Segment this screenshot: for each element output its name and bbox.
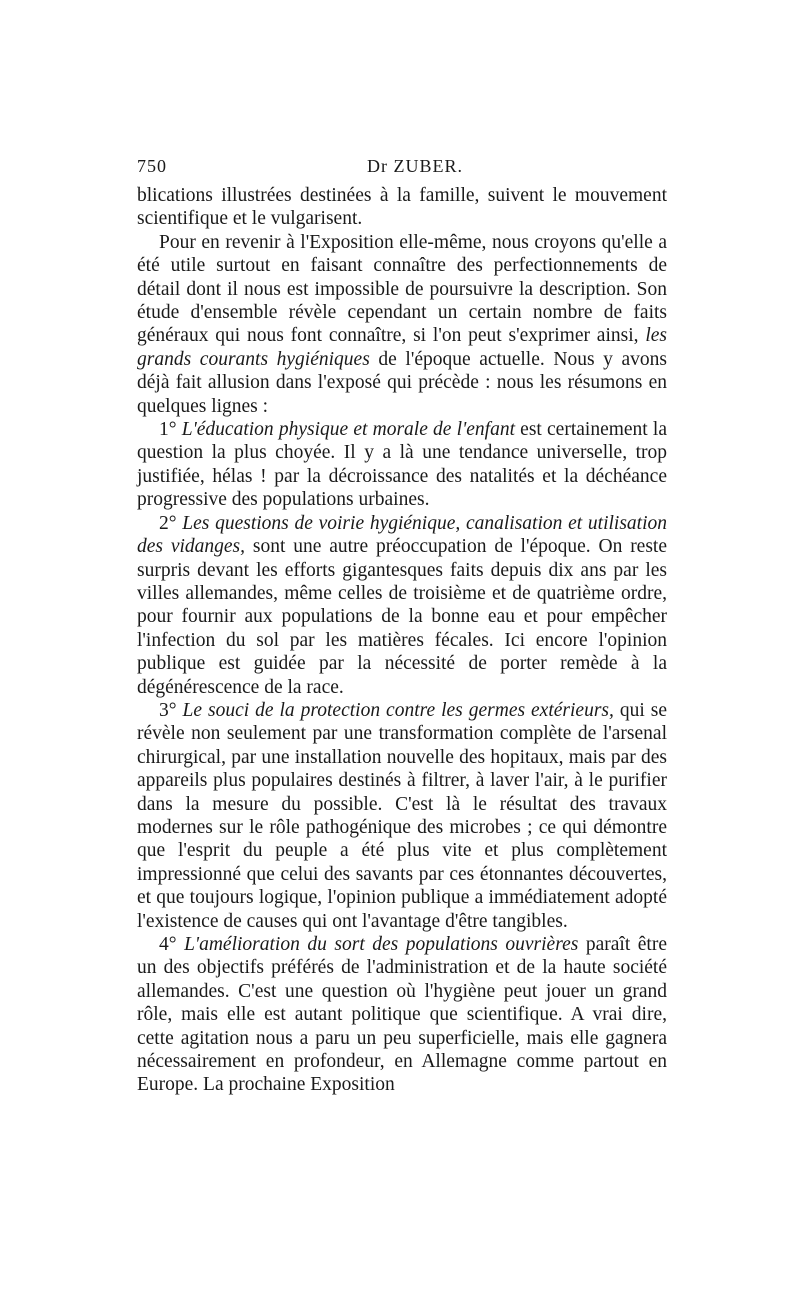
author-name: Dr ZUBER. bbox=[367, 156, 463, 176]
paragraph-point-2: 2° Les questions de voirie hygiénique, canalisation et utilisation des vidanges, sont une autre préoccupation de l'époque. On reste surpris devant les efforts gigantesques faits depuis dix ans par les villes allemandes, même celles de troisième et de quatrième ordre, pour fournir aux populations de la bonne eau et pour empêcher l'infection du sol par les matières fécales. Ici encore l'opinion publique est guidée par la nécessité de porter remède à la dégénérescence de la race. bbox=[137, 512, 667, 698]
italic-phrase: les grands courants hygiéniques bbox=[137, 325, 667, 370]
point-1-heading: L'éducation physique et morale de l'enfant bbox=[181, 419, 515, 441]
body-text bbox=[137, 184, 667, 1097]
point-3-heading: Le souci de la protection contre les germes extérieurs, bbox=[182, 699, 614, 721]
point-4-heading: L'amélioration du sort des populations ouvrières bbox=[184, 934, 579, 955]
point-2-heading: Les questions de voirie hygiénique, canalisation et utilisation des vidanges, bbox=[137, 512, 667, 558]
paragraph-point-1: 1° L'éducation physique et morale de l'enfant est certainement la question la plus choyée. Il y a là une tendance universelle, trop justifiée, hélas ! par la décroissance des natalités et la déchéance progressive des populations urbaines. bbox=[137, 419, 667, 511]
paragraph-continuation: blications illustrées destinées à la famille, suivent le mouvement scientifique et le vulgarisent. bbox=[137, 185, 667, 230]
page-number: 750 bbox=[137, 156, 167, 176]
paragraph-exposition: Pour en revenir à l'Exposition elle-même, nous croyons qu'elle a été utile surtout en faisant connaître des perfectionnements de détail dont il nous est impossible de poursuivre la description. Son étude d'ensemble révèle cependant un certain nombre de faits généraux qui nous font connaître, si l'on peut s'exprimer ainsi, les grands courants hygiéniques de l'époque actuelle. Nous y avons déjà fait allusion dans l'exposé qui précède : nous les résumons en quelques lignes : bbox=[137, 231, 667, 417]
paragraph-point-3: 3° Le souci de la protection contre les germes extérieurs, qui se révèle non seulement par une transformation complète de l'arsenal chirurgical, par une installation nouvelle des hopitaux, mais par des appareils plus populaires destinés à filtrer, à laver l'air, à le purifier dans la mesure du possible. C'est là le résultat des travaux modernes sur le rôle pathogénique des microbes ; ce qui démontre que l'esprit du peuple a été plus vite et plus complètement impressionné que celui des savants par ces étonnantes découvertes, et que toujours logique, l'opinion publique a immédiatement adopté l'existence de causes qui ont l'avantage d'être tangibles. bbox=[137, 699, 667, 932]
running-head bbox=[137, 156, 667, 180]
paragraph-point-4: 4° L'amélioration du sort des populations ouvrières paraît être un des objectifs préférés de l'administration et de la haute société allemandes. C'est une question où l'hygiène peut jouer un grand rôle, mais elle est autant politique que scientifique. A vrai dire, cette agitation nous a paru un peu superficielle, mais elle gagnera nécessairement en profondeur, en Allemagne comme partout en Europe. La prochaine Exposition bbox=[137, 934, 667, 1096]
